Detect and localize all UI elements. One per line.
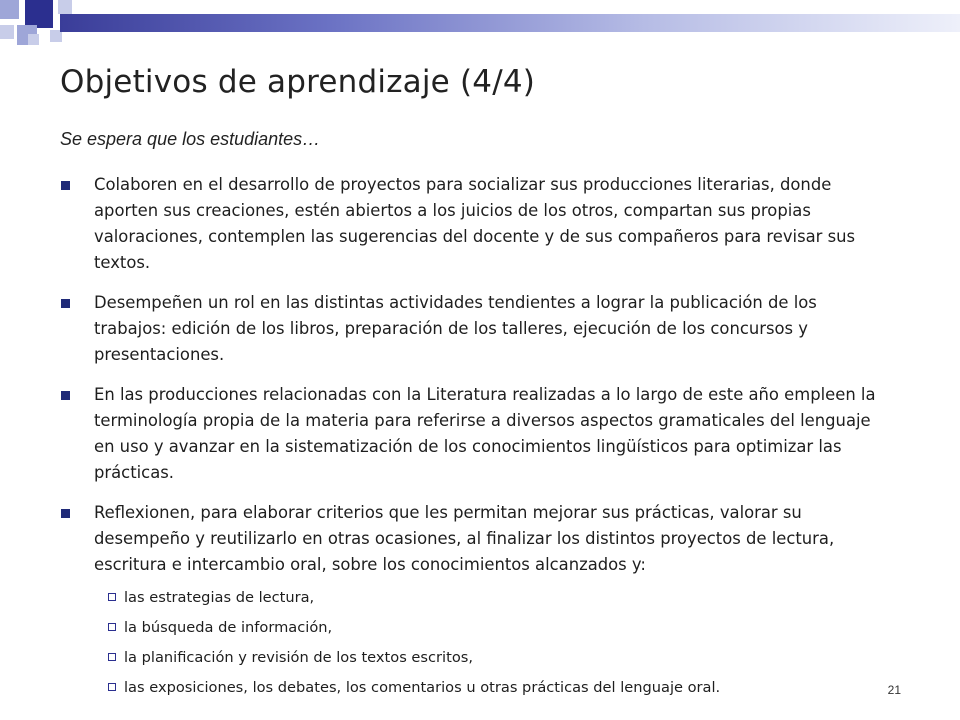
hollow-square-bullet-icon	[108, 593, 116, 601]
bullet-text: En las producciones relacionadas con la Literatura realizadas a lo largo de este año empleen la terminología propia de la materia para referirse a diversos aspectos gramaticales del lenguaje en uso y avanzar en la sistematización de los conocimientos lingüísticos para optimizar las prácticas.	[94, 385, 876, 482]
bullet-text: Reflexionen, para elaborar criterios que les permitan mejorar sus prácticas, valorar su desempeño y reutilizarlo en otras ocasiones, al finalizar los distintos proyectos de lectura, escritura e intercambio oral, sobre los conocimientos alcanzados y:	[94, 503, 835, 574]
slide-title: Objetivos de aprendizaje (4/4)	[60, 64, 536, 100]
bullet-item	[60, 290, 890, 368]
sub-bullet-text: la planificación y revisión de los textos escritos,	[124, 649, 473, 666]
decorative-square	[25, 0, 53, 28]
sub-bullet-list	[94, 586, 890, 700]
hollow-square-bullet-icon	[108, 653, 116, 661]
slide-subtitle: Se espera que los estudiantes…	[60, 129, 321, 149]
square-bullet-icon	[61, 299, 70, 308]
sub-bullet-text: la búsqueda de información,	[124, 619, 333, 636]
square-bullet-icon	[61, 391, 70, 400]
bullet-item	[60, 500, 890, 700]
decorative-square	[0, 0, 19, 19]
bullet-item	[60, 382, 890, 486]
sub-bullet-text: las exposiciones, los debates, los comentarios u otras prácticas del lenguaje oral.	[124, 679, 721, 696]
decorative-square	[0, 25, 14, 39]
bullet-item	[60, 172, 890, 276]
sub-bullet-item	[94, 646, 890, 670]
decorative-square	[58, 0, 72, 14]
decorative-square	[28, 34, 39, 45]
hollow-square-bullet-icon	[108, 683, 116, 691]
sub-bullet-item	[94, 676, 890, 700]
square-bullet-icon	[61, 509, 70, 518]
page-number: 21	[887, 683, 901, 697]
square-bullet-icon	[61, 181, 70, 190]
hollow-square-bullet-icon	[108, 623, 116, 631]
sub-bullet-item	[94, 616, 890, 640]
sub-bullet-item	[94, 586, 890, 610]
bullet-text: Desempeñen un rol en las distintas actividades tendientes a lograr la publicación de los trabajos: edición de los libros, preparación de los talleres, ejecución de los concursos y presentaciones.	[94, 293, 817, 364]
sub-bullet-text: las estrategias de lectura,	[124, 589, 315, 606]
header-gradient-bar	[60, 14, 960, 32]
bullet-list	[60, 172, 890, 714]
bullet-text: Colaboren en el desarrollo de proyectos para socializar sus producciones literarias, donde aporten sus creaciones, estén abiertos a los juicios de los otros, compartan sus propias valoraciones, contemplen las sugerencias del docente y de sus compañeros para revisar sus textos.	[94, 175, 856, 272]
